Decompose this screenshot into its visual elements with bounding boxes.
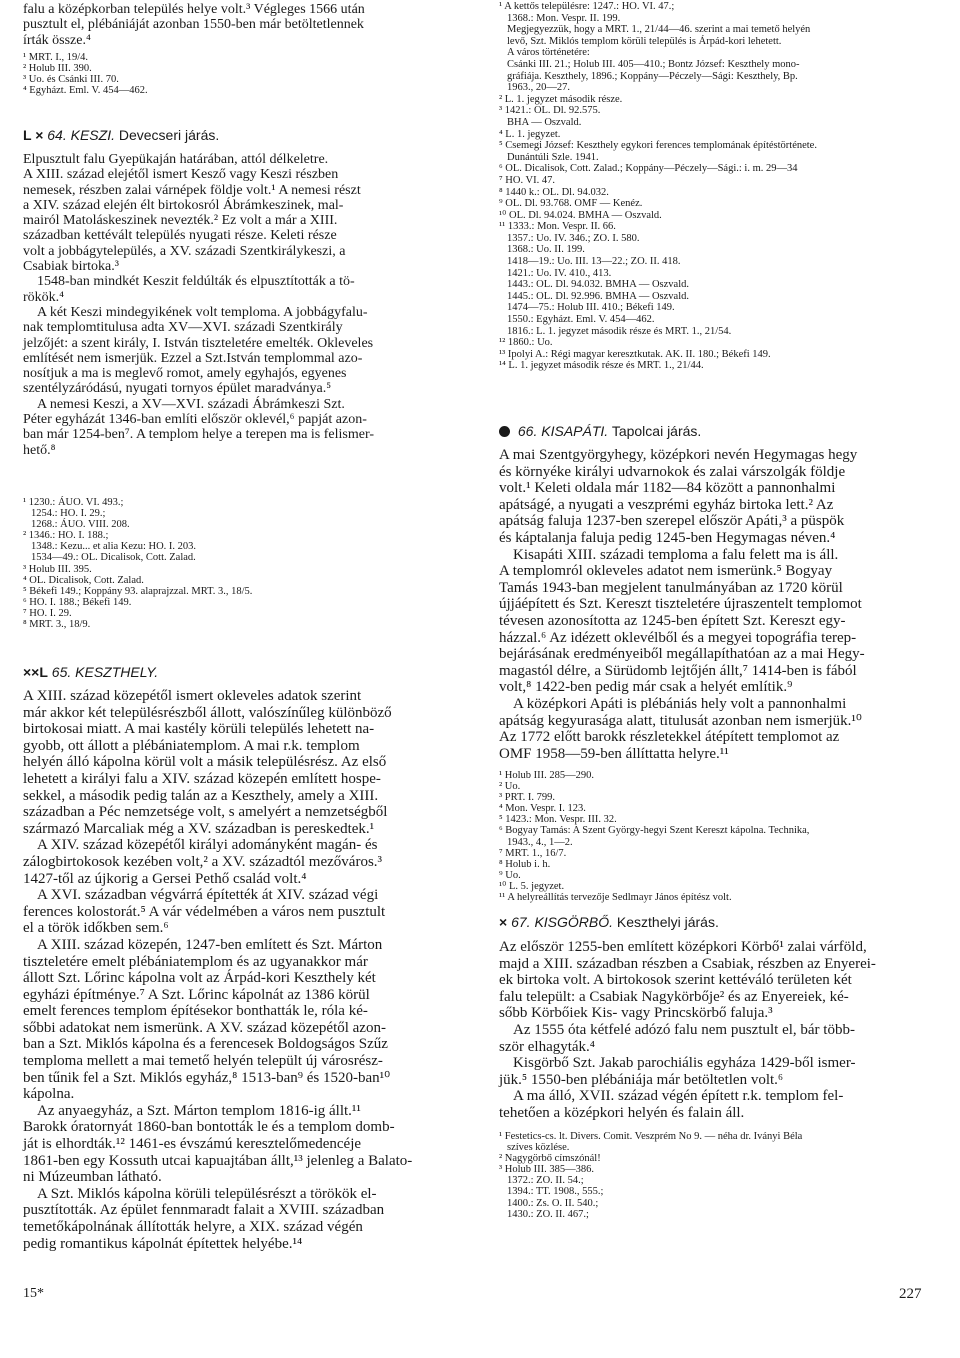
footnote-line: ¹³ Ipolyi A.: Régi magyar keresztkutak. AK. II. 180.; Békefi 149. xyxy=(499,348,771,360)
text-line: 1427-től az újkorig a Gersei Pethő család volt.⁴ xyxy=(23,870,307,887)
intro-paragraph xyxy=(23,2,471,48)
text-line: nak templomtitulusa adta XV—XVI. századi Szentkirály xyxy=(23,320,343,336)
text-line: Az anyaegyház, a Szt. Márton templom 1816-ig állt.¹¹ xyxy=(37,1102,361,1119)
footnote-line: ¹⁴ L. 1. jegyzet második része és MRT. 1., 21/44. xyxy=(499,360,704,372)
footnote-line: ² L. 1. jegyzet második része. xyxy=(499,93,623,105)
footnote-line: ³ 1421.: OL. Dl. 92.575. xyxy=(499,105,601,117)
signature-mark: 15* xyxy=(23,1286,44,1301)
footnote-line: ⁶ HO. I. 188.; Békefi 149. xyxy=(23,596,132,608)
text-line: Kisgörbő Szt. Jakab parochiális egyháza 1429-ből ismer- xyxy=(513,1055,856,1072)
footnote-line: 1348.: Kezu... et alia Kezu: HO. I. 203. xyxy=(31,541,197,553)
footnote-line: ⁴ Egyházt. Eml. V. 454—462. xyxy=(23,85,148,97)
footnote-line: levő, Szt. Miklós templom körüli település is Árpád-kori lehetett. xyxy=(507,35,782,47)
footnote-line: 1534—49.: OL. Dicalisok, Cott. Zalad. xyxy=(31,552,196,564)
text-line: falu települt: a Csabiak Nagykörbője² és az Enyereiek, ké- xyxy=(499,988,849,1005)
footnote-line: ⁵ Csemegi József: Keszthely egykori ferences templomának építéstörténete. xyxy=(499,140,817,152)
entry-name: KESZI. xyxy=(70,127,115,143)
footnote-line: 1368.: Mon. Vespr. II. 199. xyxy=(507,12,621,24)
entry-district: Tapolcai járás. xyxy=(611,423,702,439)
keszi-body xyxy=(23,152,471,458)
footnote-line: ¹ Festetics-cs. lt. Divers. Comit. Veszprém No 9. — néha dr. Iványi Béla xyxy=(499,1131,803,1142)
text-line: apátság kegyurasága alatt, titulusát azonban nem ismerjük.¹⁰ xyxy=(499,712,862,729)
text-line: birtokosai miatt. A mai kastély körüli település lehetett na- xyxy=(23,721,375,738)
text-line: temploma mellett a mai temető helyén települt új városrész- xyxy=(23,1053,383,1070)
footnote-line: 1963., 20—27. xyxy=(507,82,570,94)
text-line: A nemesi Keszi, a XV—XVI. századi Ábrámkeszi Szt. xyxy=(37,396,345,412)
kisapati-footnotes xyxy=(499,770,935,903)
text-line: jelzőjét: a szent király, I. István tiszteletére emelték. Okleveles xyxy=(23,335,374,351)
keszthely-body xyxy=(23,688,471,1252)
footnote-line: ⁴ L. 1. jegyzet. xyxy=(499,128,561,140)
text-line: kápolna. xyxy=(23,1086,75,1103)
footnote-line: Csánki III. 21.; Holub III. 405—410.; Bontz József: Keszthely mono- xyxy=(507,58,800,70)
entry-number: 66. xyxy=(517,423,538,439)
footnote-line: ¹¹ A helyreállítás tervezője Sedlmayr János építész volt. xyxy=(499,892,732,904)
footnote-line: ² 1346.: HO. I. 188.; xyxy=(23,530,109,542)
footnote-line: 1474—75.: Holub III. 410.; Békefi 149. xyxy=(507,302,675,314)
footnote-line: Dunántúli Szle. 1941. xyxy=(507,151,599,163)
text-line: A templomról okleveles adatot nem ismerünk.⁵ Bogyay xyxy=(499,563,833,580)
text-line: pusztították. Az épület fennmaradt falait a XVIII. században xyxy=(23,1202,385,1219)
text-line: apátság faluja 1237-ben szerepel először Apáti,³ a püspök xyxy=(499,513,845,530)
footnote-line: 1430.: ZO. II. 467.; xyxy=(507,1208,589,1220)
text-line: volt a jobbágytelepülés, a XV. századi Szentkirálykeszi, a xyxy=(23,243,346,259)
text-line: Az először 1255-ben említett középkori Körbő¹ zalai várföld, xyxy=(499,939,867,955)
text-line: temetőkápolnának állították helyre, a XIX. század végén xyxy=(23,1219,363,1235)
text-line: állott Szt. Lőrinc kápolna volt az Árpád-kori Keszthely két xyxy=(23,970,376,987)
footnote-line: ¹ MRT. I., 19/4. xyxy=(23,52,89,63)
footnote-line: Megjegyezzük, hogy a MRT. 1., 21/44—46. szerint a mai temető helyén xyxy=(507,24,811,36)
text-line: emelt ferences templom építésekor bonthatták le, róla ké- xyxy=(23,1003,368,1020)
footnote-line: 1418—19.: Uo. III. 13—22.; ZO. II. 418. xyxy=(507,256,681,268)
text-line: és környéke királyi udvarnokok és zalai várszolgák földje xyxy=(499,463,846,480)
text-line: Péter egyházát 1346-ban említi először oklevél,⁶ papját azon- xyxy=(23,412,367,428)
footnote-line: ³ Holub III. 395. xyxy=(23,563,92,575)
footnote-line: ⁷ HO. VI. 47. xyxy=(499,174,555,186)
text-line: írták össze.⁴ xyxy=(23,32,91,48)
intro-footnotes xyxy=(23,52,471,96)
text-line: tévesen azonosította az 1245-ben épített Szt. Kereszt egy- xyxy=(499,612,846,629)
footnote-line: ¹ 1230.: ÁUO. VI. 493.; xyxy=(23,497,124,508)
footnote-line: ¹¹ 1333.: Mon. Vespr. II. 66. xyxy=(499,221,616,233)
entry-name: KISAPÁTI. xyxy=(541,423,609,439)
footnote-line: 1400.: Zs. O. II. 540.; xyxy=(507,1197,599,1209)
text-line: 1861-ben egy Kossuth utcai kapuajtában állt,¹³ jelenleg a Balato- xyxy=(23,1152,413,1169)
text-line: el a török időkben sem.⁶ xyxy=(23,920,169,937)
footnote-line: szíves közlése. xyxy=(507,1142,570,1154)
text-line: ször elhagyták.⁴ xyxy=(499,1038,596,1055)
text-line: ben tűnik fel a Szt. Miklós egyház,⁸ 1513-ban⁹ és 1520-ban¹⁰ xyxy=(23,1069,391,1086)
status-symbol: ××L xyxy=(23,664,48,680)
text-line: és káptalanja faluja pedig 1245-ben Hegymagas néven.⁴ xyxy=(499,529,836,546)
footnote-line: A város történetére: xyxy=(507,47,590,59)
text-line: sőbb Körbőiek Kis- vagy Princskörbő faluja.³ xyxy=(499,1005,773,1022)
footnote-line: 1268.: ÁUO. VIII. 208. xyxy=(31,519,130,531)
text-line: Az 1772 előtt barokk részletekkel átépített templomot az xyxy=(499,729,840,746)
text-line: volt.¹ Keleti oldala már 1182—84 között a pannonhalmi xyxy=(499,480,836,497)
footnote-line: gráfiája. Keszthely, 1896.; Koppány—Péczely—Sági: Keszthely, Bp. xyxy=(507,70,798,82)
text-line: tehetően a középkori helyén és falain áll. xyxy=(499,1104,745,1121)
footnote-line: ² Uo. xyxy=(499,781,521,793)
footnote-line: ¹⁰ L. 5. jegyzet. xyxy=(499,880,565,892)
footnote-line: ⁸ MRT. 3., 18/9. xyxy=(23,619,91,631)
text-line: hető.⁸ xyxy=(23,442,56,458)
footnote-line: 1368.: Uo. II. 199. xyxy=(507,244,585,256)
text-line: volt,⁸ 1422-ben pedig már csak a helyét említik.⁹ xyxy=(499,679,793,696)
footnote-line: 1443.: OL. Dl. 94.032. BMHA — Oszvald. xyxy=(507,279,689,291)
footnote-line: ³ Holub III. 385—386. xyxy=(499,1164,595,1176)
footnote-line: ⁴ Mon. Vespr. I. 123. xyxy=(499,803,586,815)
bullet-icon xyxy=(499,426,510,437)
footnote-line: ¹⁰ OL. Dl. 94.024. BMHA — Oszvald. xyxy=(499,209,662,221)
text-line: nosítjuk a ma is meglevő romot, amely egyhajós, egyenes xyxy=(23,366,347,382)
entry-heading-kisapati xyxy=(499,423,935,440)
footnote-line: ¹² 1860.: Uo. xyxy=(499,337,553,349)
text-line: helyén álló kápolna körül volt a másik településrész. Az első xyxy=(23,754,387,771)
footnote-line: ³ PRT. I. 799. xyxy=(499,792,555,804)
footnote-line: ⁷ MRT. 1., 16/7. xyxy=(499,847,567,859)
text-line: zálogbirtokosok kezében volt,² a XV. századtól mezőváros.³ xyxy=(23,853,383,870)
text-line: említését nem ismerjük. Ezzel a Szt.István templommal azo- xyxy=(23,350,363,366)
text-line: Barokk óratornyát 1860-ban bontották le és a templom domb- xyxy=(23,1119,395,1136)
text-line: ját is elhordták.¹² 1461-es évszámú keresztelőmedencéje xyxy=(23,1136,362,1153)
footnote-line: 1394.: TT. 1908., 555.; xyxy=(507,1186,604,1198)
kisgorbo-footnotes xyxy=(499,1131,935,1220)
text-line: A mai Szentgyörgyhegy, középkori nevén Hegymagas hegy xyxy=(499,447,858,463)
footnote-line: ² Nagygörbő címszónál! xyxy=(499,1153,601,1165)
footnote-line: ⁵ Békefi 149.; Koppány 93. alaprajzzal. MRT. 3., 18/5. xyxy=(23,585,253,597)
text-line: származó Marcaliak még a XV. században is pereskedtek.¹ xyxy=(23,820,375,837)
footnote-line: 1421.: Uo. IV. 410., 413. xyxy=(507,267,612,279)
entry-district: Keszthelyi járás. xyxy=(616,914,719,930)
footnote-line: ⁸ 1440 k.: OL. Dl. 94.032. xyxy=(499,186,609,198)
text-line: A XVI. században végvárrá építették át XIV. század végi xyxy=(37,887,379,904)
text-line: házzal.⁶ Az idézett oklevélből és a megyei topográfia terep- xyxy=(499,629,857,646)
text-line: században kettévált település nyugati része. Keleti része xyxy=(23,228,337,244)
text-line: sőbbi adatokat nem ismerünk. A XV. század közepétől azon- xyxy=(23,1019,386,1036)
entry-heading-keszthely xyxy=(23,664,471,681)
footnote-line: 1943., 4., 1—2. xyxy=(507,836,573,848)
footnote-line: ³ Uo. és Csánki III. 70. xyxy=(23,74,119,86)
text-line: században a Péc nemzetsége volt, s amelyért a nemzetségből xyxy=(23,804,388,821)
text-line: ni Múzeumban látható. xyxy=(23,1169,162,1186)
text-line: A két Keszi mindegyikének volt temploma. A jobbágyfalu- xyxy=(37,304,368,320)
text-line: egyházi építménye.⁷ A Szt. Lőrinc kápolnát az 1386 körül xyxy=(23,986,370,1003)
text-line: pedig romantikus kápolnát építettek helyébe.¹⁴ xyxy=(23,1235,303,1252)
entry-heading-kisgorbo xyxy=(499,914,935,931)
text-line: OMF 1958—59-ben állíttatta helyre.¹¹ xyxy=(499,745,729,762)
entry-number: 65. xyxy=(51,664,72,680)
footnote-line: ¹ A kettős településre: 1247.: HO. VI. 47.; xyxy=(499,1,675,12)
text-line: Az 1555 óta kétfelé adózó falu nem pusztult el, bár több- xyxy=(513,1021,855,1038)
kisapati-body xyxy=(499,447,935,762)
footnote-line: ⁹ Uo. xyxy=(499,869,521,881)
text-line: a XIV. század elején élt birtokosról Ábrámkeszinek, mal- xyxy=(23,197,344,213)
text-line: 1548-ban mindkét Keszit feldúlták és elpusztították a tö- xyxy=(37,274,355,290)
text-line: Csabiak birtoka.³ xyxy=(23,259,119,275)
text-line: sekkel, a második pedig talán az a Keszthely, amely a XIII. xyxy=(23,787,379,804)
footnote-line: 1372.: ZO. II. 54.; xyxy=(507,1175,584,1187)
kisgorbo-body xyxy=(499,939,935,1122)
text-line: A XIV. század közepétől királyi adományként magán- és xyxy=(37,837,378,854)
text-line: nemesek, részben zalai várnépek földje volt.¹ A nemesi részt xyxy=(23,182,361,198)
text-line: rökök.⁴ xyxy=(23,289,65,305)
text-line: majd a XIII. században részben a Csabiak, részben az Enyerei- xyxy=(499,955,876,972)
footnote-line: ⁴ OL. Dicalisok, Cott. Zalad. xyxy=(23,574,144,586)
footnote-line: ⁶ Bogyay Tamás: A Szent György-hegyi Szent Kereszt kápolna. Technika, xyxy=(499,825,810,837)
footnote-line: BHA — Oszvald. xyxy=(507,116,582,128)
footnote-line: ⁸ Holub i. h. xyxy=(499,858,551,870)
status-symbol: × xyxy=(499,914,508,930)
text-line: újjáépített és Szt. Kereszt tiszteletére újraszentelt templomot xyxy=(499,596,862,613)
text-line: pusztult el, plébániáját azonban 1550-ben már betöltetlennek xyxy=(23,17,364,33)
footnote-line: ⁵ 1423.: Mon. Vespr. III. 32. xyxy=(499,814,617,826)
text-line: A ma álló, XVII. század végén épített r.k. templom fel- xyxy=(513,1088,844,1105)
text-line: A XIII. század közepén, 1247-ben említett és Szt. Márton xyxy=(37,936,383,953)
text-line: tiszteletére emelt plébániatemplom és az ugyanakkor már xyxy=(23,953,368,970)
page-number: 227 xyxy=(899,1286,922,1302)
footnote-line: ¹ Holub III. 285—290. xyxy=(499,770,595,781)
text-line: gyobb, ott állott a plébániatemplom. A mai r.k. templom xyxy=(23,737,360,754)
text-line: A XIII. század közepétől ismert okleveles adatok szerint xyxy=(23,688,362,704)
text-line: falu a középkorban település helye volt.³ Végleges 1566 után xyxy=(23,2,365,17)
text-line: A középkori Apáti is plébániás hely volt a pannonhalmi xyxy=(513,695,847,712)
entry-heading-keszi xyxy=(23,127,471,144)
keszthely-footnotes xyxy=(499,1,935,372)
text-line: magastól délre, a Sürüdomb lejtőjén állt,⁷ 1414-ben is fából xyxy=(499,662,857,679)
text-line: lehetett a királyi falu a XIV. század közepén említett hospe- xyxy=(23,770,381,787)
text-line: már akkor két településrészből állott, valószínűleg különböző xyxy=(23,704,392,721)
status-symbol: L × xyxy=(23,127,44,143)
entry-number: 64. xyxy=(47,127,67,143)
footnote-line: 1254.: HO. I. 29.; xyxy=(31,508,106,520)
text-line: apátságé, a nyugati a veszprémi egyház birtoka lett.² Az xyxy=(499,496,834,513)
text-line: jük.⁵ 1550-ben plébániája már betöltetlen volt.⁶ xyxy=(499,1071,784,1088)
text-line: ban már 1254-ben⁷. A templom helye a terepen ma is felismer- xyxy=(23,427,374,443)
footnote-line: 1445.: OL. Dl. 92.996. BMHA — Oszvald. xyxy=(507,290,689,302)
footnote-line: ² Holub III. 390. xyxy=(23,63,92,75)
text-line: A Szt. Miklós kápolna körüli településrészt a törökök el- xyxy=(37,1185,377,1202)
footnote-line: 1550.: Egyházt. Eml. V. 454—462. xyxy=(507,314,655,326)
text-line: Elpusztult falu Gyepükaján határában, attól délkeletre. xyxy=(23,152,329,167)
text-line: Kisapáti XIII. századi temploma a falu felett ma is áll. xyxy=(513,546,839,563)
entry-number: 67. xyxy=(511,914,531,930)
footnote-line: ⁶ OL. Dicalisok, Cott. Zalad.; Koppány—Péczely—Sági.: i. m. 29—34 xyxy=(499,163,798,175)
footnote-line: 1816.: L. 1. jegyzet második része és MRT. 1., 21/54. xyxy=(507,325,732,337)
entry-name: KESZTHELY. xyxy=(75,664,159,680)
text-line: ek birtoka volt. A birtokosok szerint kettéváló területen két xyxy=(499,972,852,989)
footnote-line: 1357.: Uo. IV. 346.; ZO. I. 580. xyxy=(507,232,640,244)
text-line: ban a Szt. Miklós kápolna és a ferencesek Boldogságos Szűz xyxy=(23,1036,388,1053)
entry-name: KISGÖRBŐ. xyxy=(534,914,614,930)
text-line: Tamás 1943-ban megjelent tanulmányában az 1720 körül xyxy=(499,579,843,596)
footnote-line: ⁹ OL. Dl. 93.768. OMF — Kenéz. xyxy=(499,198,643,210)
text-line: bejárásának eredményeiből megállapíthatóan az a mai Hegy- xyxy=(499,646,865,663)
text-line: ferences kolostorát.⁵ A vár védelmében a város nem pusztult xyxy=(23,903,386,920)
text-line: szentélyzáródású, nyugati tornyos épület maradványa.⁵ xyxy=(23,381,332,397)
text-line: A XIII. század elejétől ismert Kesző vagy Keszi részben xyxy=(23,167,339,183)
text-line: mairól Matoláskeszinek nevezték.² Ez volt a már a XIII. xyxy=(23,213,338,229)
footnote-line: ⁷ HO. I. 29. xyxy=(23,607,72,619)
entry-district: Devecseri járás. xyxy=(118,127,220,143)
keszi-footnotes xyxy=(23,497,471,630)
